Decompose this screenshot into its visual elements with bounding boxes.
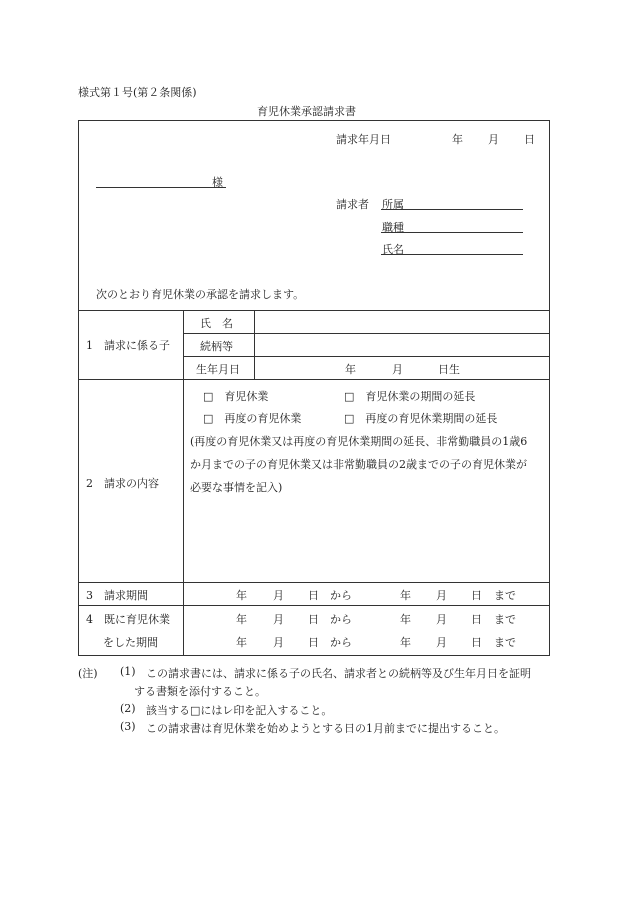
to-month: 月	[436, 589, 447, 602]
from-month: 月	[273, 589, 284, 602]
option-repeat-leave[interactable]: □ 再度の育児休業	[203, 412, 302, 425]
notes-prefix: (注)	[78, 667, 98, 680]
note-number: (1)	[120, 665, 136, 678]
divider	[254, 310, 255, 379]
request-day: 日	[524, 133, 535, 146]
reason-note: (再度の育児休業又は再度の育児休業期間の延長、非常勤職員の1歳6	[190, 435, 528, 448]
requester-label: 請求者	[336, 198, 369, 211]
option-childcare-leave[interactable]: □ 育児休業	[203, 390, 269, 403]
request-year: 年	[452, 133, 463, 146]
option-repeat-extension[interactable]: □ 再度の育児休業期間の延長	[344, 412, 498, 425]
reason-note: 必要な事情を記入)	[190, 481, 283, 494]
divider	[183, 333, 550, 334]
section4-label: をした期間	[103, 636, 158, 649]
request-date-label: 請求年月日	[336, 133, 391, 146]
from-year: 年	[236, 636, 247, 649]
note-number: (2)	[120, 702, 136, 715]
divider	[78, 310, 550, 311]
from-day: 日	[308, 589, 319, 602]
reason-note: か月までの子の育児休業又は非常勤職員の2歳までの子の育児休業が	[190, 458, 527, 471]
note-text: する書類を添付すること。	[134, 685, 266, 698]
section2-label: 2 請求の内容	[86, 477, 159, 490]
child-birth-label: 生年月日	[196, 363, 240, 376]
from-month: 月	[273, 636, 284, 649]
birth-day-suffix: 日生	[438, 363, 460, 376]
to-year: 年	[400, 636, 411, 649]
divider	[183, 310, 184, 656]
note-text: 該当する□にはレ印を記入すること。	[146, 704, 333, 717]
from-label: から	[330, 589, 352, 602]
from-year: 年	[236, 613, 247, 626]
divider	[78, 582, 550, 583]
form-table	[78, 120, 550, 656]
divider	[183, 356, 550, 357]
until-label: まで	[494, 613, 516, 626]
name-line	[381, 254, 523, 255]
divider	[78, 605, 550, 606]
addressee-suffix: 様	[212, 176, 223, 189]
until-label: まで	[494, 589, 516, 602]
to-day: 日	[471, 636, 482, 649]
from-year: 年	[236, 589, 247, 602]
request-statement: 次のとおり育児休業の承認を請求します。	[96, 288, 305, 301]
job-label: 職種	[382, 221, 404, 234]
section4-label: 4 既に育児休業	[86, 613, 170, 626]
affiliation-label: 所属	[382, 198, 404, 211]
section3-label: 3 請求期間	[86, 589, 148, 602]
until-label: まで	[494, 636, 516, 649]
to-month: 月	[436, 613, 447, 626]
birth-year: 年	[345, 363, 356, 376]
section1-label: 1 請求に係る子	[86, 339, 170, 352]
from-day: 日	[308, 636, 319, 649]
from-label: から	[330, 613, 352, 626]
to-day: 日	[471, 613, 482, 626]
note-text: この請求書には、請求に係る子の氏名、請求者との続柄等及び生年月日を証明	[146, 667, 531, 680]
name-label: 氏名	[382, 243, 404, 256]
to-year: 年	[400, 613, 411, 626]
child-relation-label: 続柄等	[200, 340, 233, 353]
affiliation-line	[381, 209, 523, 210]
note-number: (3)	[120, 720, 136, 733]
birth-month: 月	[392, 363, 403, 376]
option-extension[interactable]: □ 育児休業の期間の延長	[344, 390, 476, 403]
addressee-line	[96, 187, 226, 188]
job-line	[381, 232, 523, 233]
to-day: 日	[471, 589, 482, 602]
child-name-label: 氏 名	[200, 317, 233, 330]
note-text: この請求書は育児休業を始めようとする日の1月前までに提出すること。	[146, 722, 505, 735]
form-number: 様式第１号(第２条関係)	[78, 86, 197, 99]
from-day: 日	[308, 613, 319, 626]
to-year: 年	[400, 589, 411, 602]
from-month: 月	[273, 613, 284, 626]
request-month: 月	[488, 133, 499, 146]
to-month: 月	[436, 636, 447, 649]
divider	[78, 379, 550, 380]
form-title: 育児休業承認請求書	[257, 105, 356, 118]
from-label: から	[330, 636, 352, 649]
